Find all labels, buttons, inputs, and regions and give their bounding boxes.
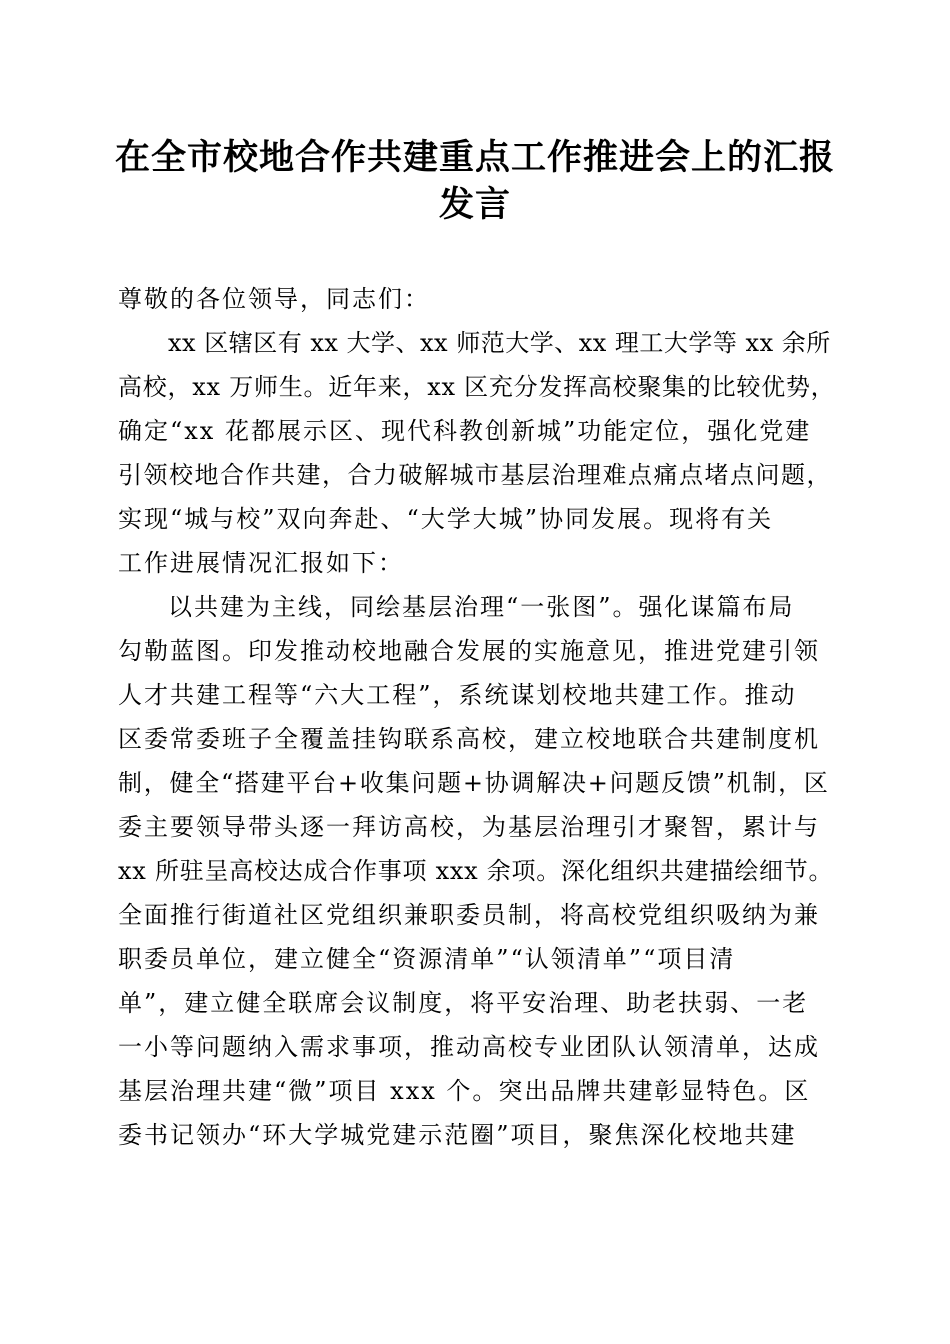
paragraph-line: 勾勒蓝图。印发推动校地融合发展的实施意见，推进党建引领 <box>118 637 820 665</box>
paragraph-line: 基层治理共建“微”项目 xxx 个。突出品牌共建彰显特色。区 <box>118 1077 811 1105</box>
paragraph-line: 区委常委班子全覆盖挂钩联系高校，建立校地联合共建制度机 <box>118 725 820 753</box>
paragraph-line: 委书记领办“环大学城党建示范圈”项目，聚焦深化校地共建 <box>118 1121 797 1149</box>
paragraph-line: 实现“城与校”双向奔赴、“大学大城”协同发展。现将有关 <box>118 505 774 533</box>
paragraph-line: 高校，xx 万师生。近年来，xx 区充分发挥高校聚集的比较优势， <box>118 373 836 401</box>
paragraph-line: 人才共建工程等“六大工程”，系统谋划校地共建工作。推动 <box>118 681 797 709</box>
paragraph-line: 确定“xx 花都展示区、现代科教创新城”功能定位，强化党建 <box>118 417 812 445</box>
paragraph-line: 职委员单位，建立健全“资源清单”“认领清单”“项目清 <box>118 945 736 973</box>
paragraph-line: 委主要领导带头逐一拜访高校，为基层治理引才聚智，累计与 <box>118 813 820 841</box>
paragraph-line: 工作进展情况汇报如下： <box>118 549 404 577</box>
paragraph-line: 引领校地合作共建，合力破解城市基层治理难点痛点堵点问题， <box>118 461 832 489</box>
salutation: 尊敬的各位领导，同志们： <box>118 285 430 313</box>
paragraph-line: 以共建为主线，同绘基层治理“一张图”。强化谋篇布局 <box>168 593 795 621</box>
paragraph-line: xx 所驻呈高校达成合作事项 xxx 余项。深化组织共建描绘细节。 <box>118 857 834 885</box>
paragraph-line: 单”，建立健全联席会议制度，将平安治理、助老扶弱、一老 <box>118 989 809 1017</box>
paragraph-line: 全面推行街道社区党组织兼职委员制，将高校党组织吸纳为兼 <box>118 901 820 929</box>
document-title-line-1: 在全市校地合作共建重点工作推进会上的汇报 <box>114 137 835 178</box>
paragraph-line: 一小等问题纳入需求事项，推动高校专业团队认领清单，达成 <box>118 1033 820 1061</box>
paragraph-line: xx 区辖区有 xx 大学、xx 师范大学、xx 理工大学等 xx 余所 <box>168 329 831 357</box>
paragraph-line: 制，健全“搭建平台+收集问题+协调解决+问题反馈”机制，区 <box>118 769 830 797</box>
document-title-line-2: 发言 <box>438 184 511 225</box>
